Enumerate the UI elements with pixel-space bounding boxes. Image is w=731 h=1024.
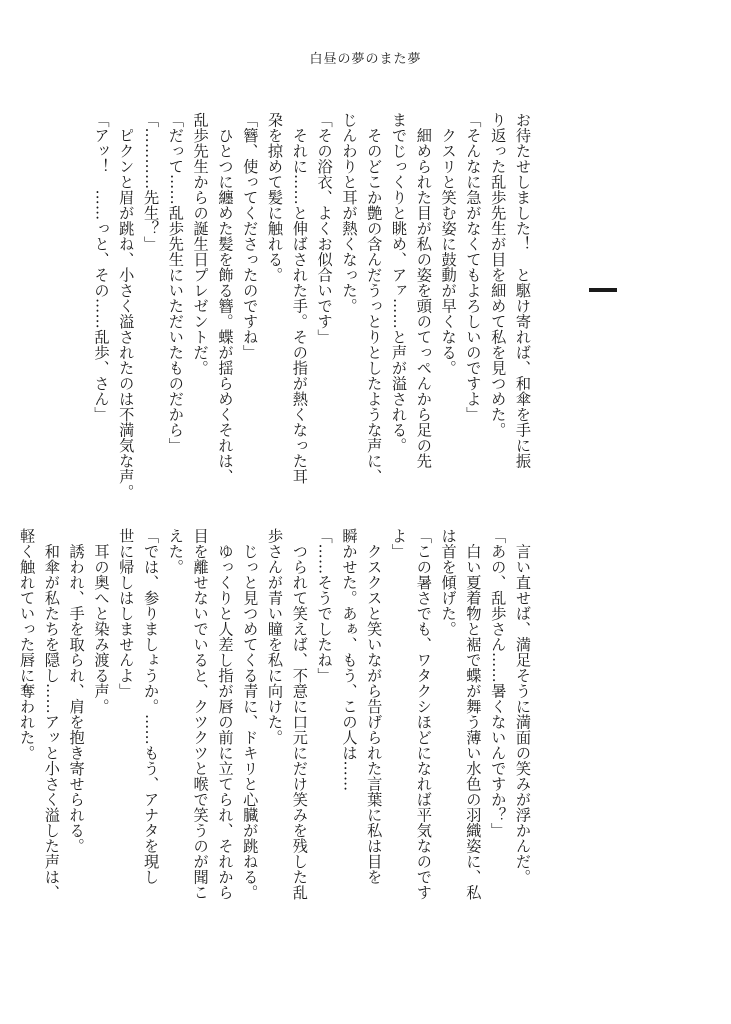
text-line: それに……と伸ばされた手。その指が熱くなった耳 bbox=[290, 112, 309, 484]
text-line: 「簪、使ってくださったのですね」 bbox=[241, 112, 260, 360]
text-line: 目を離せないでいると、クツクツと喉で笑うのが聞こ bbox=[191, 528, 210, 900]
text-line: お待たせしました！ と駆け寄れば、和傘を手に振 bbox=[514, 112, 532, 469]
text-line: ゆっくりと人差し指が唇の前に立てられ、それから bbox=[216, 528, 235, 900]
text-line: じんわりと耳が熱くなった。 bbox=[340, 112, 359, 314]
text-line: は首を傾げた。 bbox=[439, 528, 458, 637]
text-line: 誘われ、手を取られ、肩を抱き寄せられる。 bbox=[67, 528, 86, 854]
text-line: 「この暑さでも、ワタクシほどになれば平気なのです bbox=[414, 528, 433, 900]
text-line: よ」 bbox=[390, 528, 409, 559]
text-line: 白い夏着物と裾で蝶が舞う薄い水色の羽織姿に、私 bbox=[464, 528, 483, 900]
section-mark bbox=[589, 288, 617, 292]
text-line: 朶を掠めて髪に触れる。 bbox=[266, 112, 285, 283]
text-line: 軽く触れていった唇に奪われた。 bbox=[18, 528, 37, 761]
text-line: までじっくりと眺め、アァ……と声が溢される。 bbox=[390, 112, 409, 453]
text-line: 「あの、乱歩さん……暑くないんですか？」 bbox=[489, 528, 508, 838]
text-line: 「だって……乱歩先生にいただいたものだから」 bbox=[166, 112, 185, 453]
text-line: クスクスと笑いながら告げられた言葉に私は目を bbox=[365, 528, 384, 885]
text-line: 言い直せば、満足そうに満面の笑みが浮かんだ。 bbox=[514, 528, 532, 885]
text-block-top bbox=[89, 112, 535, 512]
page-title: 白昼の夢のまた夢 bbox=[309, 52, 422, 67]
text-line: 瞬かせた。あぁ、もう、この人は…… bbox=[340, 528, 359, 792]
text-line: り返った乱歩先生が目を細めて私を見つめた。 bbox=[489, 112, 508, 438]
text-line: 「そんなに急がなくてもよろしいのですよ」 bbox=[464, 112, 483, 422]
text-line: クスリと笑む姿に鼓動が早くなる。 bbox=[439, 112, 458, 376]
text-line: 「では、参りましょうか。……もう、アナタを現し bbox=[142, 528, 161, 885]
text-line: 「…………先生？」 bbox=[142, 112, 161, 252]
text-line: 「アッ！ ……っと、その……乱歩、さん」 bbox=[92, 112, 111, 422]
text-line: つられて笑えば、不意に口元にだけ笑みを残した乱 bbox=[290, 528, 309, 900]
text-line: じっと見つめてくる青に、ドキリと心臓が跳ねる。 bbox=[241, 528, 260, 900]
text-line: 和傘が私たちを隠し……アッと小さく溢した声は、 bbox=[42, 528, 61, 900]
text-line: そのどこか艶の含んだうっとりとしたような声に、 bbox=[365, 112, 384, 484]
text-line: 世に帰しはしませんよ」 bbox=[117, 528, 136, 699]
text-block-bottom bbox=[14, 528, 535, 928]
text-line: 歩さんが青い瞳を私に向けた。 bbox=[266, 528, 285, 745]
text-line: 細められた目が私の姿を頭のてっぺんから足の先 bbox=[414, 112, 433, 469]
text-line: えた。 bbox=[166, 528, 185, 575]
text-line: ひとつに纏めた髪を飾る簪。蝶が揺らめくそれは、 bbox=[216, 112, 235, 484]
text-line: 乱歩先生からの誕生日プレゼントだ。 bbox=[191, 112, 210, 376]
text-line: 「その浴衣、よくお似合いです」 bbox=[315, 112, 334, 345]
text-line: ピクンと眉が跳ね、小さく溢されたのは不満気な声。 bbox=[117, 112, 136, 500]
text-line: 耳の奥へと染み渡る声。 bbox=[92, 528, 111, 714]
text-line: 「……そうでしたね」 bbox=[315, 528, 334, 683]
